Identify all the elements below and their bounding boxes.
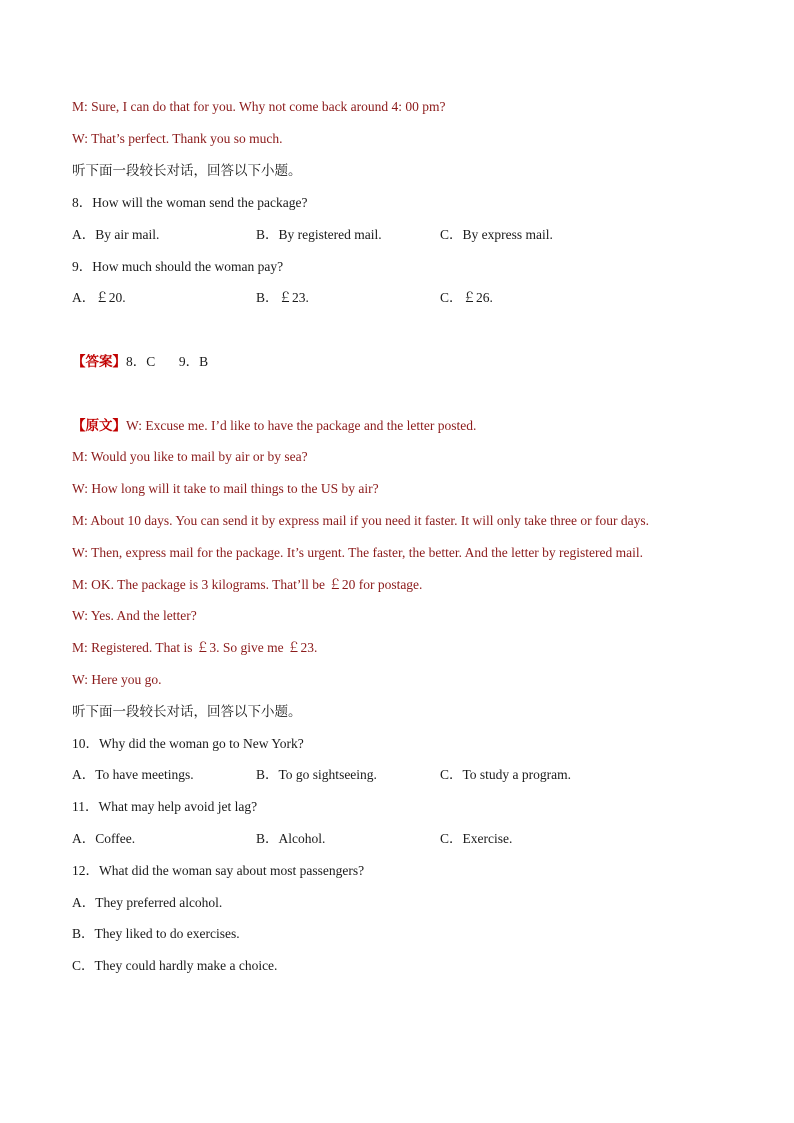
q11-option-a: A．Coffee. [72,831,136,846]
transcript-line: W: How long will it take to mail things to the US by air? [72,481,379,496]
transcript-line: W: Then, express mail for the package. It’s urgent. The faster, the better. And the letter by registered mail. [72,545,644,560]
q12-option-c: C．They could hardly make a choice. [72,958,278,973]
dialogue-line: M: Sure, I can do that for you. Why not come back around 4: 00 pm? [72,99,446,114]
transcript-line: M: About 10 days. You can send it by express mail if you need it faster. It will only take three or four days. [72,513,650,528]
q9-option-a: A．￡20. [72,290,126,305]
q9-option-b: B．￡23. [256,290,309,305]
transcript-line: M: OK. The package is 3 kilograms. That’ll be ￡20 for postage. [72,577,423,592]
q10-option-b: B．To go sightseeing. [256,767,377,782]
transcript-line: W: Yes. And the letter? [72,608,197,623]
answer-line [72,353,208,371]
question-12-stem: 12．What did the woman say about most passengers? [72,863,365,878]
section-prompt: 听下面一段较长对话，回答以下小题。 [72,163,302,178]
q10-option-c: C．To study a program. [440,767,572,782]
q10-option-a: A．To have meetings. [72,767,194,782]
answer-tag: 【答案】 [72,354,126,369]
answer-text: 8．C 9．B [126,354,209,369]
transcript-line: M: Would you like to mail by air or by sea? [72,449,308,464]
transcript-line: M: Registered. That is ￡3. So give me ￡23. [72,640,318,655]
question-9-stem: 9．How much should the woman pay? [72,259,284,274]
question-8-stem: 8．How will the woman send the package? [72,195,308,210]
transcript-first-line [72,417,476,435]
q11-option-c: C．Exercise. [440,831,513,846]
q9-option-c: C．￡26. [440,290,493,305]
q8-option-b: B．By registered mail. [256,227,382,242]
q8-option-c: C．By express mail. [440,227,553,242]
dialogue-line: W: That’s perfect. Thank you so much. [72,131,283,146]
q12-option-a: A．They preferred alcohol. [72,895,223,910]
question-11-stem: 11．What may help avoid jet lag? [72,799,258,814]
transcript-tag: 【原文】 [72,418,126,433]
transcript-line: W: Excuse me. I’d like to have the package and the letter posted. [126,418,477,433]
q8-option-a: A．By air mail. [72,227,160,242]
question-10-stem: 10．Why did the woman go to New York? [72,736,304,751]
q11-option-b: B．Alcohol. [256,831,326,846]
transcript-line: W: Here you go. [72,672,162,687]
section-prompt: 听下面一段较长对话，回答以下小题。 [72,704,302,719]
q12-option-b: B．They liked to do exercises. [72,926,240,941]
